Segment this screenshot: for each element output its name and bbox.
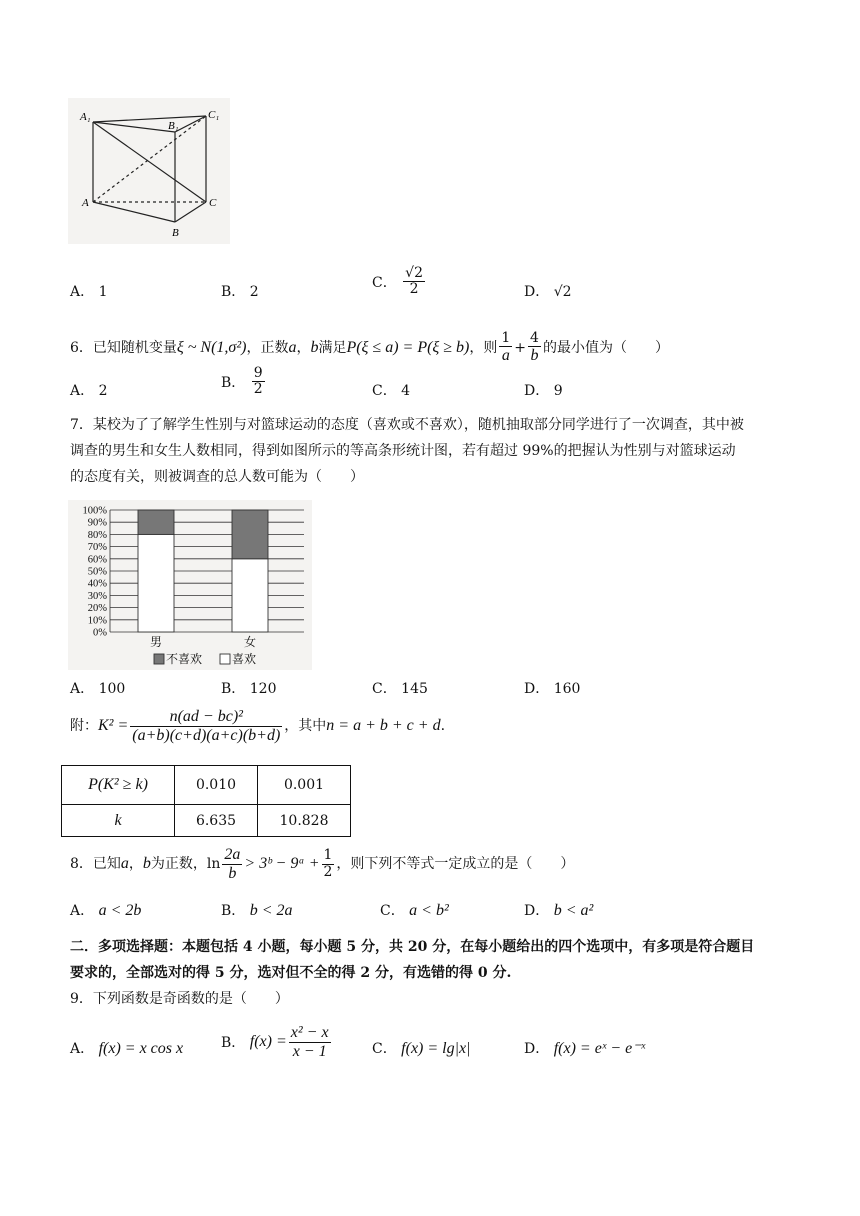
bar-like: [232, 559, 268, 632]
q7-option-b: B． 120: [221, 681, 277, 697]
y-tick-label: 50%: [87, 566, 107, 578]
legend-label: 喜欢: [232, 652, 257, 666]
q5-option-c: C． $\frac{√2}{2}$: [372, 265, 423, 298]
prism-figure: [68, 98, 230, 244]
bar-chart-svg: [68, 500, 312, 670]
q5-option-a: A． 1: [70, 284, 108, 300]
q8-option-c: C． a < b²: [380, 902, 449, 919]
table-row-k: k: [114, 811, 122, 829]
y-tick-label: 30%: [87, 590, 107, 602]
label-B: B: [172, 227, 179, 239]
bar-like: [138, 534, 174, 632]
section2-heading-line1: 二．多项选择题：本题包括 4 小题，每小题 5 分，共 20 分，在每小题给出的四个选项中，有多项是符合题目: [70, 939, 755, 955]
q8-stem: 8．已知a，b为正数，ln $\frac{2a}{b}$ > 3ᵇ − 9ᵃ + $\frac{1}{2}$ ，则下列不等式一定成立的是（ ）: [70, 846, 575, 882]
prism-diagram: [68, 98, 230, 244]
y-tick-label: 10%: [87, 615, 107, 627]
label-B1: B₁: [168, 120, 179, 132]
legend-swatch: [220, 654, 230, 664]
legend-label: 不喜欢: [166, 652, 203, 666]
x-tick-label: 女: [243, 635, 257, 649]
critical-value-table: [61, 765, 351, 837]
label-C: C: [209, 197, 217, 209]
q6-option-b: B． $\frac{9}{2}$: [221, 365, 263, 398]
q7-stem-line1: 7．某校为了了解学生性别与对篮球运动的态度（喜欢或不喜欢），随机抽取部分同学进行了一次调查，其中被: [70, 417, 744, 433]
q7-option-a: A． 100: [70, 681, 126, 697]
y-tick-label: 90%: [87, 517, 107, 529]
y-tick-label: 40%: [87, 578, 107, 590]
q7-stem-line2: 调查的男生和女生人数相同，得到如图所示的等高条形统计图，若有超过 99%的把握认为性别与对篮球运动: [70, 443, 736, 459]
y-tick-label: 60%: [87, 554, 107, 566]
q9-option-a: A． f(x) = x cos x: [70, 1040, 184, 1057]
y-tick-label: 100%: [82, 505, 107, 517]
section2-heading-line2: 要求的，全部选对的得 5 分，选对但不全的得 2 分，有选错的得 0 分.: [70, 965, 512, 981]
q9-stem: 9．下列函数是奇函数的是（ ）: [70, 991, 289, 1007]
table-header-0001: 0.001: [258, 766, 351, 805]
q7-option-c: C． 145: [372, 681, 428, 697]
q7-option-d: D． 160: [524, 681, 581, 697]
table-header-0010: 0.010: [175, 766, 258, 805]
table-header-p: P(K² ≥ k): [88, 776, 148, 793]
q5-option-d: D． √2: [524, 284, 572, 300]
q9-option-d: D． f(x) = eˣ − e⁻ˣ: [524, 1040, 646, 1057]
q8-option-d: D． b < a²: [524, 902, 594, 919]
q6-option-d: D． 9: [524, 383, 563, 399]
bar-dislike: [138, 510, 174, 534]
q9-option-b: B． f(x) = $\frac{\text{x² − x}}{x - 1}$: [221, 1024, 329, 1060]
q8-option-a: A． a < 2b: [70, 902, 142, 919]
q9-option-c: C． f(x) = lg|x|: [372, 1040, 471, 1057]
q6-option-c: C． 4: [372, 383, 411, 399]
q5-option-b: B． 2: [221, 284, 259, 300]
q7-stem-line3: 的态度有关，则被调查的总人数可能为（ ）: [70, 469, 364, 485]
appendix-formula: 附：K² = $\frac{\text{n(ad − bc)²}}{(a+b)(c+d)(a+c)(b+d)}$ ，其中n = a + b + c + d.: [70, 708, 446, 744]
y-tick-label: 0%: [93, 627, 107, 639]
q6-option-a: A． 2: [70, 383, 108, 399]
table-cell-6635: 6.635: [175, 805, 258, 837]
y-tick-label: 20%: [87, 603, 107, 615]
label-A1: A₁: [80, 111, 91, 123]
bar-chart: [68, 500, 312, 670]
y-tick-label: 80%: [87, 529, 107, 541]
q6-stem: 6．已知随机变量ξ ~ N(1,σ²)，正数a，b满足P(ξ ≤ a) = P(ξ ≥ b)，则 $\frac{1}{a}$ + $\frac{4}{b}$ 的最小值为（ ）: [70, 330, 669, 365]
label-A: A: [82, 197, 89, 209]
bar-dislike: [232, 510, 268, 559]
x-tick-label: 男: [149, 635, 163, 649]
q8-option-b: B． b < 2a: [221, 902, 293, 919]
legend-swatch: [154, 654, 164, 664]
table-cell-10828: 10.828: [258, 805, 351, 837]
label-C1: C₁: [208, 109, 220, 121]
y-tick-label: 70%: [87, 542, 107, 554]
